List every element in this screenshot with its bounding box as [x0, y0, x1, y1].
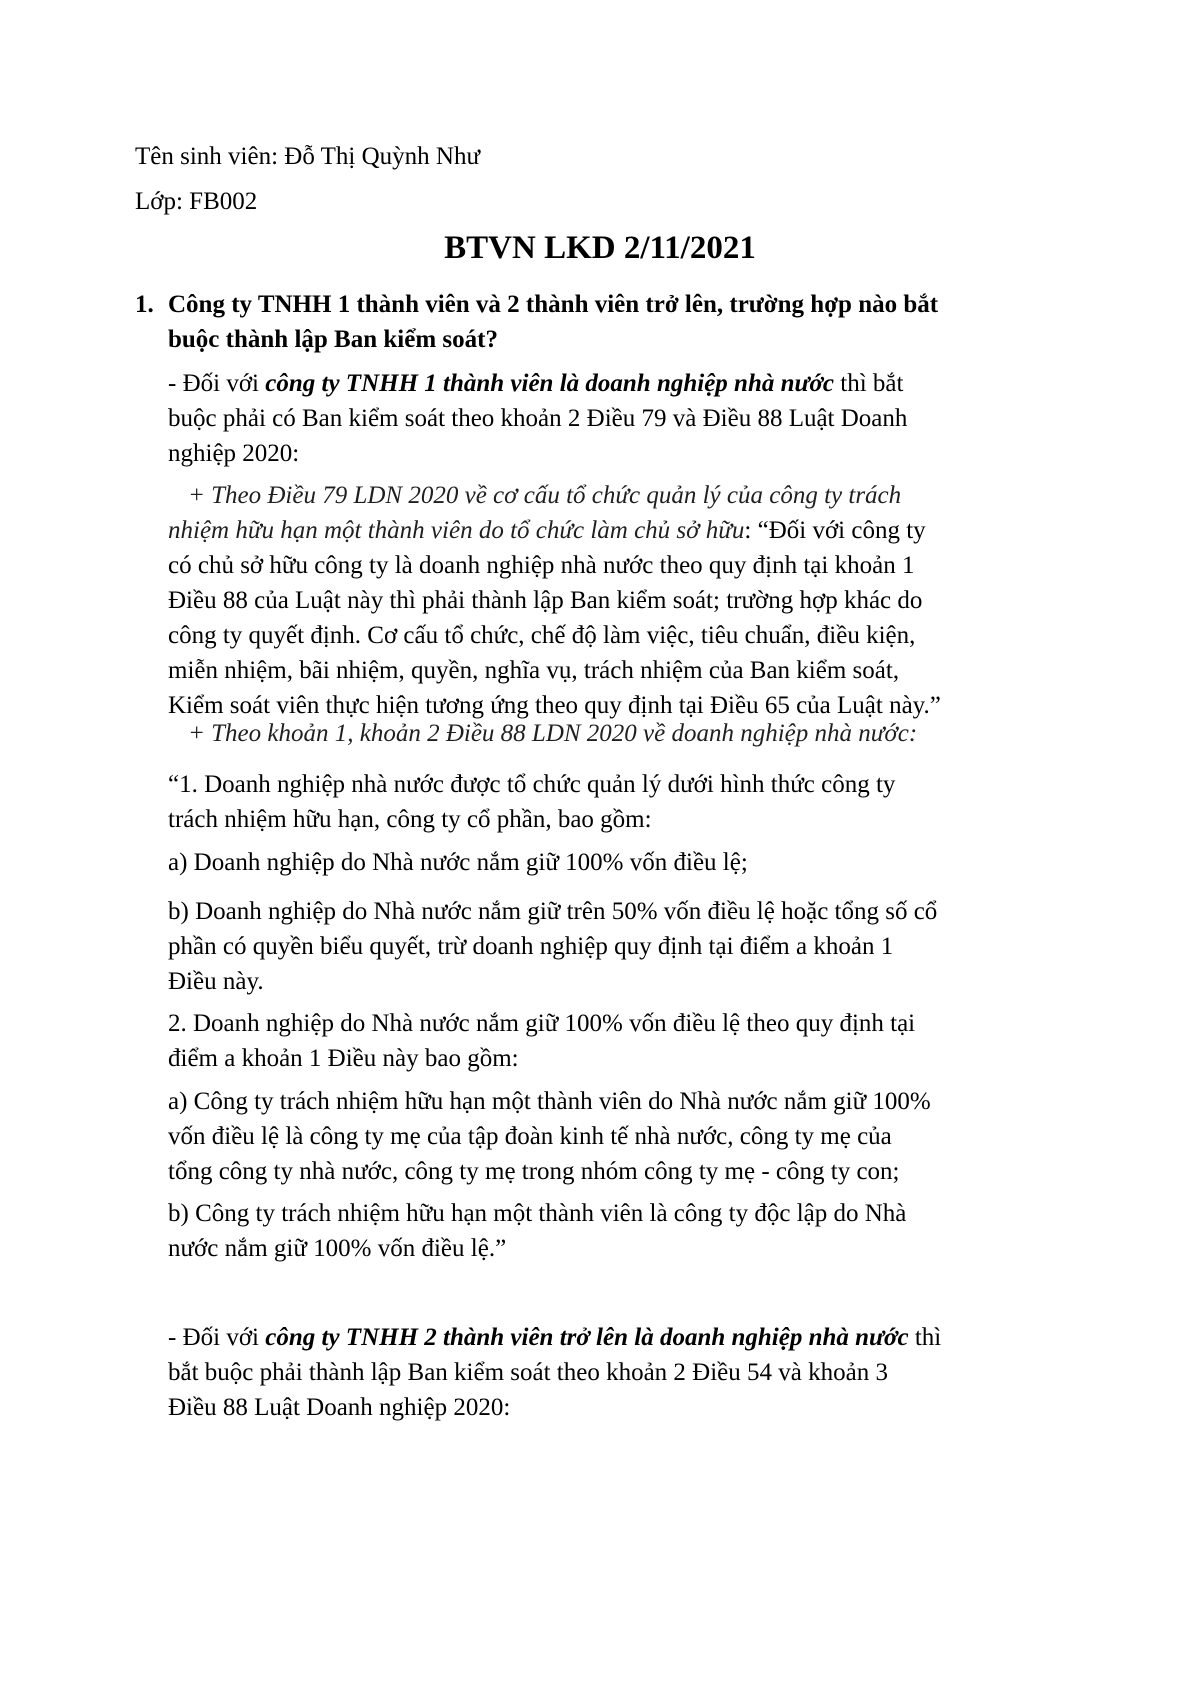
- clause2-b-line: b) Công ty trách nhiệm hữu hạn một thành viên là công ty độc lập do Nhà: [168, 1200, 907, 1227]
- ref79-line: [168, 513, 941, 548]
- clause1-b-line: Điều này.: [168, 968, 264, 995]
- clause-1: [168, 767, 895, 837]
- clause2-a-line: a) Công ty trách nhiệm hữu hạn một thành viên do Nhà nước nắm giữ 100%: [168, 1088, 931, 1115]
- clause1-line: “1. Doanh nghiệp nhà nước được tổ chức quản lý dưới hình thức công ty: [168, 771, 896, 798]
- section2-line: [168, 1320, 941, 1355]
- question-line: Công ty TNHH 1 thành viên và 2 thành viên trở lên, trường hợp nào bắt: [168, 291, 939, 318]
- ref79-line: có chủ sở hữu công ty là doanh nghiệp nhà nước theo quy định tại khoản 1: [168, 552, 915, 579]
- question-1: [135, 287, 939, 357]
- clause1-point-b: [168, 894, 937, 999]
- section2-line: bắt buộc phải thành lập Ban kiểm soát theo khoản 2 Điều 54 và khoản 3: [168, 1359, 888, 1386]
- question-line: buộc thành lập Ban kiểm soát?: [168, 326, 498, 353]
- intro-suffix: thì bắt: [834, 370, 904, 397]
- clause2-b-line: nước nắm giữ 100% vốn điều lệ.”: [168, 1235, 507, 1262]
- ref79-line: Điều 88 của Luật này thì phải thành lập Ban kiểm soát; trường hợp khác do: [168, 587, 923, 614]
- section2-intro: [168, 1320, 941, 1425]
- clause1-point-a: a) Doanh nghiệp do Nhà nước nắm giữ 100% vốn điều lệ;: [168, 849, 748, 876]
- intro-line: [168, 366, 907, 401]
- ref79-line: công ty quyết định. Cơ cấu tổ chức, chế độ làm việc, tiêu chuẩn, điều kiện,: [168, 622, 916, 649]
- clause1-b-line: phần có quyền biểu quyết, trừ doanh nghiệp quy định tại điểm a khoản 1: [168, 933, 894, 960]
- clause1-line: trách nhiệm hữu hạn, công ty cổ phần, bao gồm:: [168, 806, 652, 833]
- intro-line: nghiệp 2020:: [168, 440, 300, 467]
- ref-dieu-79: [168, 478, 941, 723]
- clause2-line: 2. Doanh nghiệp do Nhà nước nắm giữ 100% vốn điều lệ theo quy định tại: [168, 1010, 916, 1037]
- ref79-line: Kiểm soát viên thực hiện tương ứng theo quy định tại Điều 65 của Luật này.”: [168, 692, 941, 719]
- ref-dieu-88: + Theo khoản 1, khoản 2 Điều 88 LDN 2020 về doanh nghiệp nhà nước:: [188, 720, 918, 747]
- question-number: 1.: [135, 291, 154, 318]
- class-label: Lớp: FB002: [135, 188, 258, 215]
- section2-prefix: - Đối với: [168, 1324, 266, 1351]
- clause2-a-line: vốn điều lệ là công ty mẹ của tập đoàn kinh tế nhà nước, công ty mẹ của: [168, 1123, 892, 1150]
- clause2-line: điểm a khoản 1 Điều này bao gồm:: [168, 1045, 519, 1072]
- clause2-point-b: [168, 1196, 906, 1266]
- ref79-heading: + Theo Điều 79 LDN 2020 về cơ cấu tổ chức quản lý của công ty trách: [188, 482, 902, 509]
- clause1-b-line: b) Doanh nghiệp do Nhà nước nắm giữ trên 50% vốn điều lệ hoặc tổng số cổ: [168, 898, 938, 925]
- section2-line: Điều 88 Luật Doanh nghiệp 2020:: [168, 1394, 511, 1421]
- ref79-quote-start: : “Đối với công ty: [744, 517, 926, 544]
- page-title: BTVN LKD 2/11/2021: [444, 230, 756, 266]
- student-name: Tên sinh viên: Đỗ Thị Quỳnh Như: [135, 143, 481, 170]
- intro-emphasis: công ty TNHH 1 thành viên là doanh nghiệp nhà nước: [265, 370, 835, 397]
- ref79-italic: nhiệm hữu hạn một thành viên do tổ chức làm chủ sở hữu: [168, 517, 745, 544]
- section2-emphasis: công ty TNHH 2 thành viên trở lên là doanh nghiệp nhà nước: [265, 1324, 909, 1351]
- clause2-a-line: tổng công ty nhà nước, công ty mẹ trong nhóm công ty mẹ - công ty con;: [168, 1158, 900, 1185]
- clause-2: [168, 1006, 915, 1076]
- section1-intro: [168, 366, 907, 471]
- intro-line: buộc phải có Ban kiểm soát theo khoản 2 Điều 79 và Điều 88 Luật Doanh: [168, 405, 908, 432]
- clause2-point-a: [168, 1084, 931, 1189]
- intro-prefix: - Đối với: [168, 370, 266, 397]
- ref79-line: miễn nhiệm, bãi nhiệm, quyền, nghĩa vụ, trách nhiệm của Ban kiểm soát,: [168, 657, 900, 684]
- section2-suffix: thì: [908, 1324, 942, 1351]
